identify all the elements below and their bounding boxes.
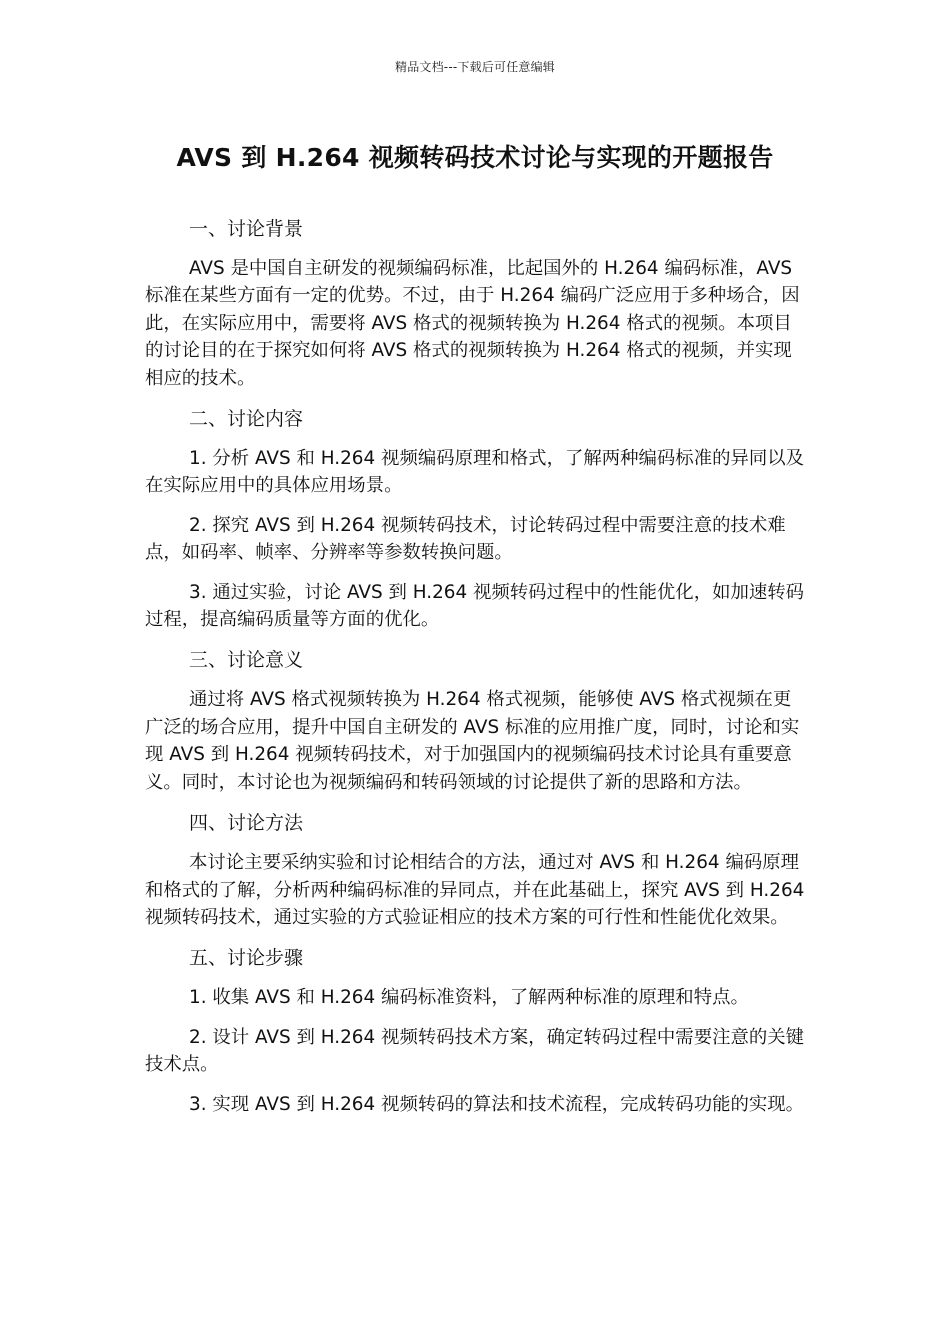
list-item: 2. 设计 AVS 到 H.264 视频转码技术方案，确定转码过程中需要注意的关键技术点。: [145, 1026, 805, 1076]
list-item: 3. 实现 AVS 到 H.264 视频转码的算法和技术流程，完成转码功能的实现。: [189, 1093, 805, 1115]
section-heading: 二、讨论内容: [189, 408, 304, 431]
document-body: [145, 214, 807, 1130]
section-heading: 三、讨论意义: [189, 649, 304, 672]
section-method: [145, 808, 807, 931]
list-item: 2. 探究 AVS 到 H.264 视频转码技术，讨论转码过程中需要注意的技术难点，如码率、帧率、分辨率等参数转换问题。: [145, 514, 786, 564]
paragraph: 通过将 AVS 格式视频转换为 H.264 格式视频，能够使 AVS 格式视频在更广泛的场合应用，提升中国自主研发的 AVS 标准的应用推广度，同时，讨论和实现 AVS 到 H.264 视频转码技术，对于加强国内的视频编码技术讨论具有重要意义。同时，本讨论也为视频编码和转码领域的讨论提供了新的思路和方法。: [145, 689, 800, 793]
section-steps: [145, 943, 807, 1118]
page-header-note: 精品文档---下载后可任意编辑: [395, 60, 555, 74]
list-item: 1. 分析 AVS 和 H.264 视频编码原理和格式，了解两种编码标准的异同以及在实际应用中的具体应用场景。: [145, 448, 805, 497]
list-item: 1. 收集 AVS 和 H.264 编码标准资料，了解两种标准的原理和特点。: [189, 987, 749, 1009]
document-title: AVS 到 H.264 视频转码技术讨论与实现的开题报告: [176, 143, 774, 172]
section-heading: 一、讨论背景: [189, 218, 304, 240]
paragraph: 本讨论主要采纳实验和讨论相结合的方法，通过对 AVS 和 H.264 编码原理和格式的了解，分析两种编码标准的异同点，并在此基础上，探究 AVS 到 H.264 视频转码技术，通过实验的方式验证相应的技术方案的可行性和性能优化效果。: [145, 852, 805, 928]
section-significance: [145, 645, 807, 796]
paragraph: AVS 是中国自主研发的视频编码标准，比起国外的 H.264 编码标准，AVS 标准在某些方面有一定的优势。不过，由于 H.264 编码广泛应用于多种场合，因此，在实际应用中，需要将 AVS 格式的视频转换为 H.264 格式的视频。本项目的讨论目的在于探究如何将 AVS 格式的视频转换为 H.264 格式的视频，并实现相应的技术。: [145, 258, 800, 389]
section-content: [145, 404, 807, 633]
section-background: [145, 214, 807, 392]
section-heading: 五、讨论步骤: [189, 947, 304, 970]
section-heading: 四、讨论方法: [189, 812, 304, 835]
list-item: 3. 通过实验，讨论 AVS 到 H.264 视频转码过程中的性能优化，如加速转码过程，提高编码质量等方面的优化。: [145, 581, 805, 631]
